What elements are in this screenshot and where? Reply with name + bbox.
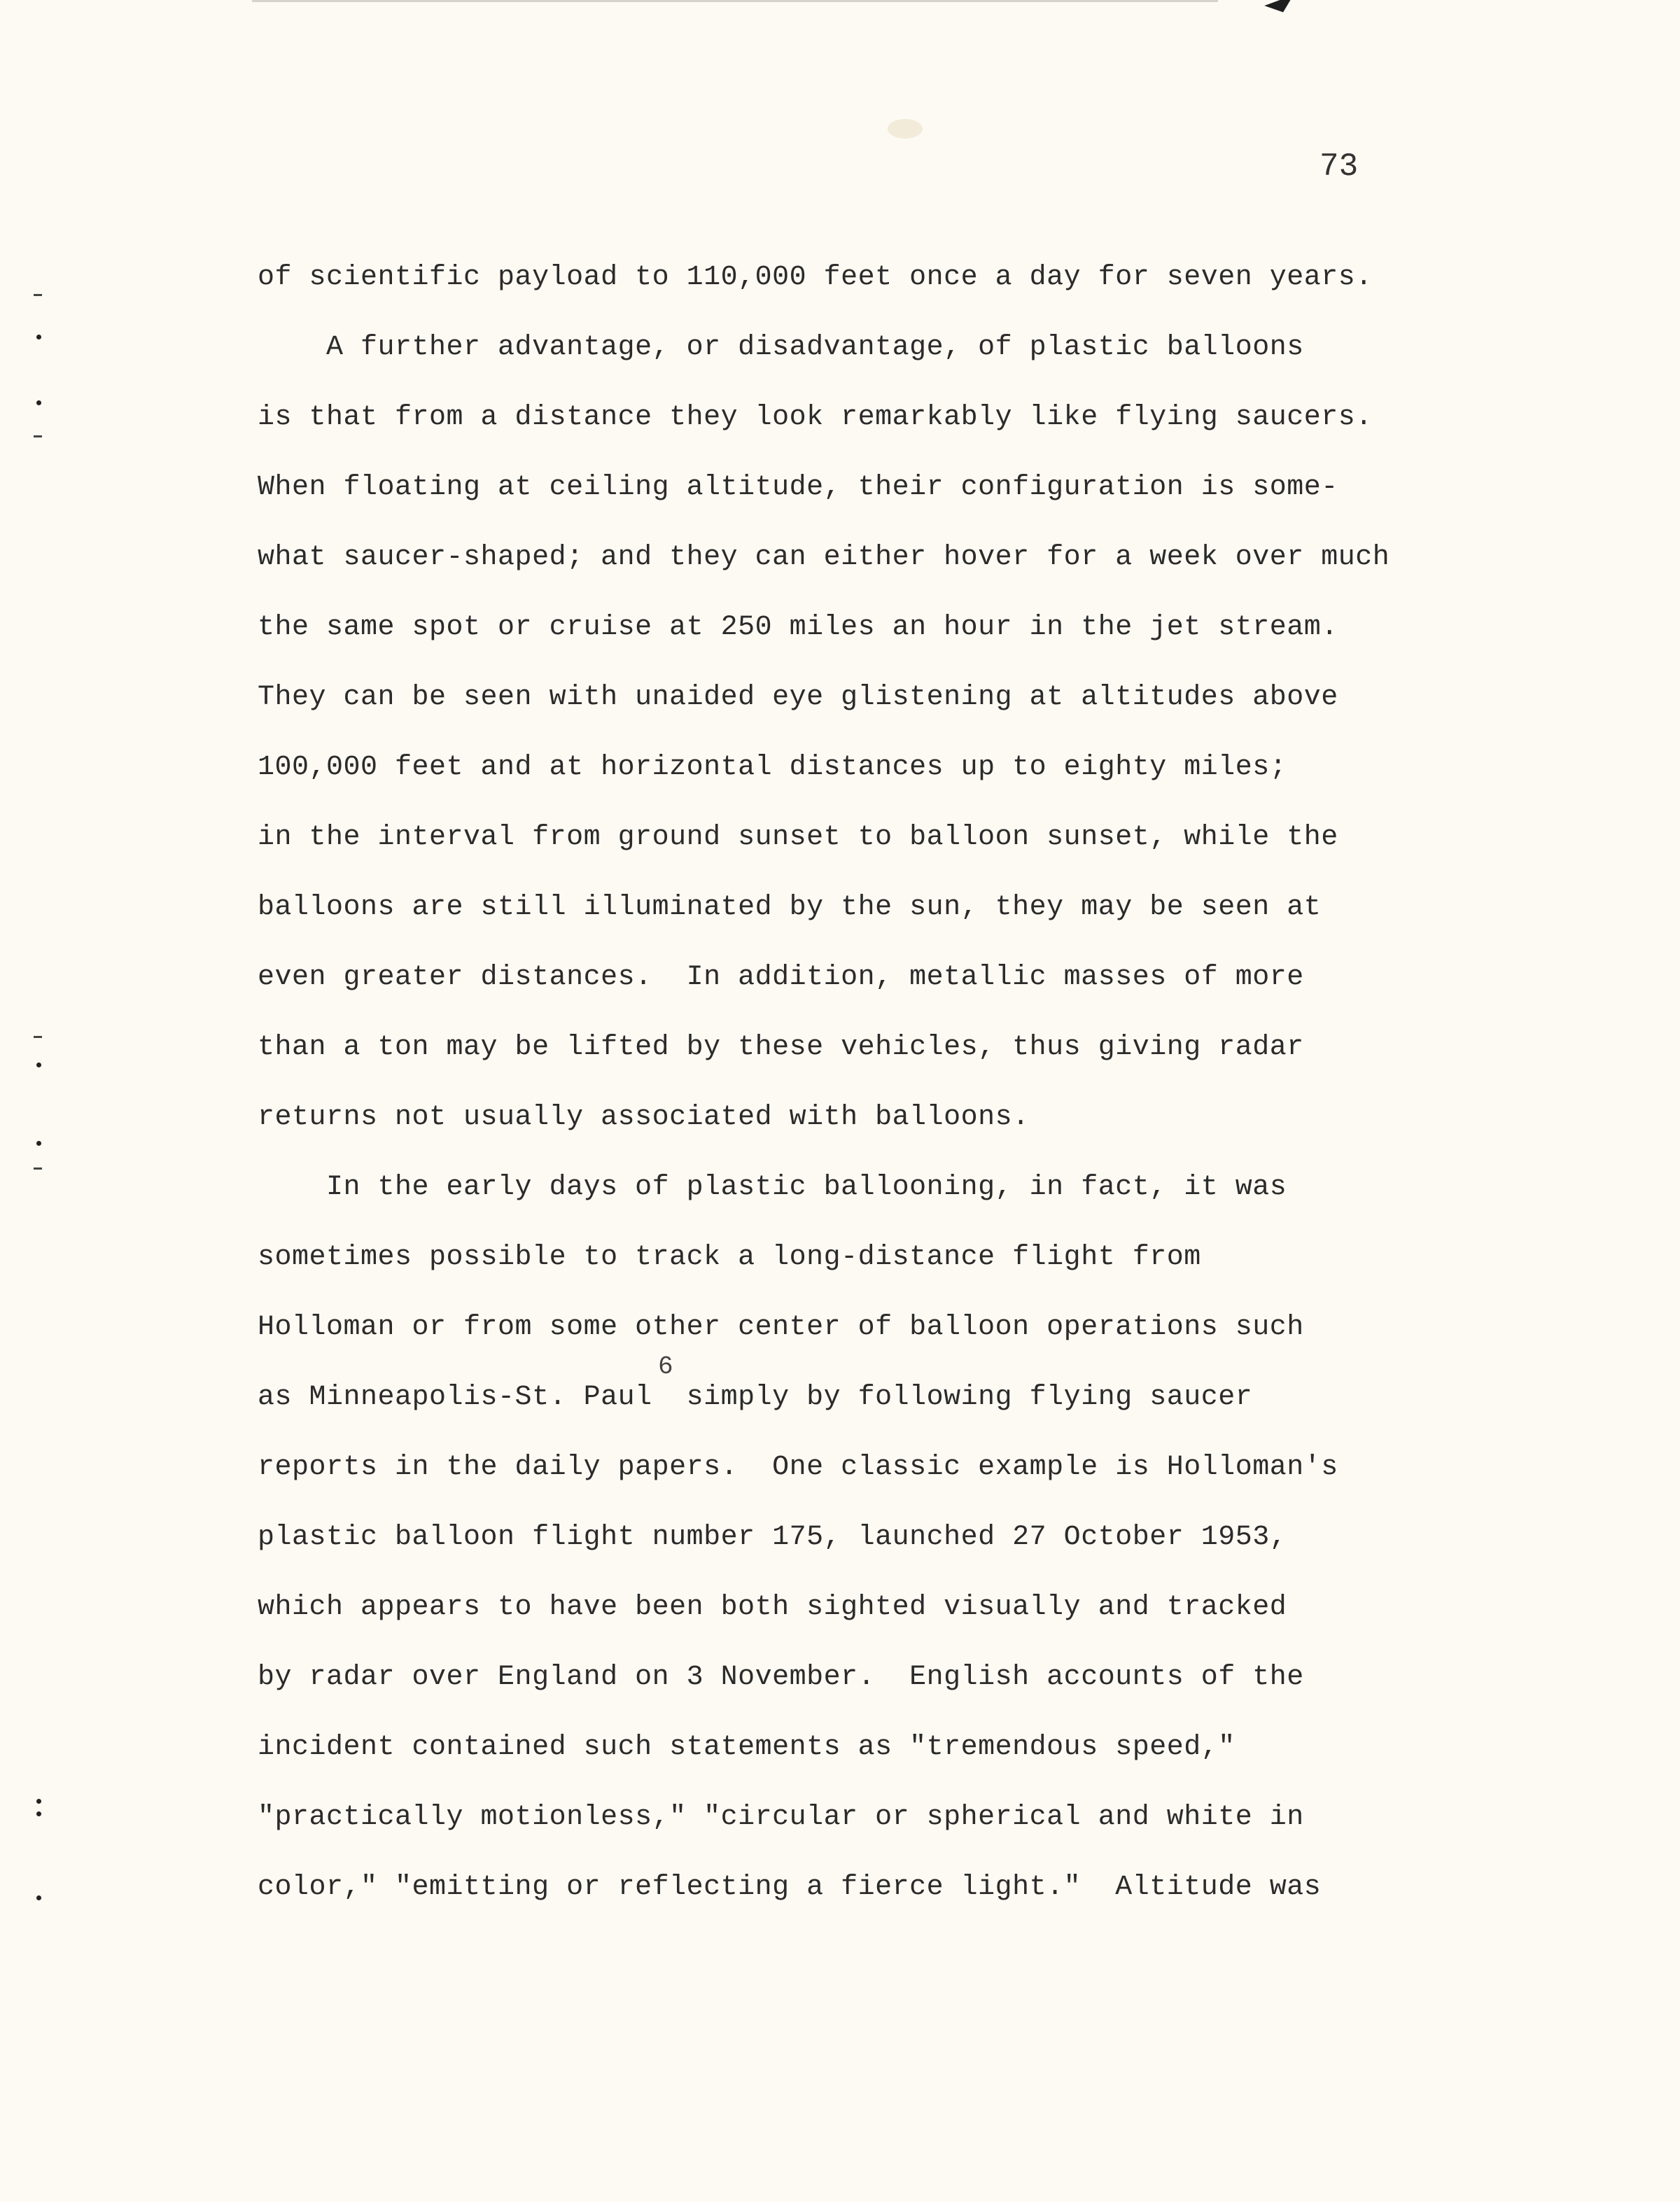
body-line-20: which appears to have been both sighted visually and tracked bbox=[258, 1592, 1287, 1623]
margin-mark bbox=[36, 1141, 41, 1146]
body-line-11: even greater distances. In addition, metallic masses of more bbox=[258, 962, 1304, 993]
margin-mark bbox=[36, 1063, 41, 1067]
margin-mark bbox=[36, 1895, 41, 1900]
margin-mark bbox=[36, 335, 41, 339]
body-line-14: In the early days of plastic ballooning, in fact, it was bbox=[258, 1172, 1287, 1203]
body-line-18: reports in the daily papers. One classic example is Holloman's bbox=[258, 1452, 1338, 1483]
body-line-22: incident contained such statements as "tremendous speed," bbox=[258, 1732, 1236, 1763]
footnote-marker: 6 bbox=[658, 1352, 673, 1381]
margin-mark bbox=[34, 435, 42, 437]
page-number: 73 bbox=[1320, 148, 1359, 185]
body-line-16: Holloman or from some other center of balloon operations such bbox=[258, 1312, 1304, 1343]
body-line-12: than a ton may be lifted by these vehicles, thus giving radar bbox=[258, 1032, 1304, 1063]
body-line-19: plastic balloon flight number 175, launched 27 October 1953, bbox=[258, 1522, 1287, 1553]
body-line-15: sometimes possible to track a long-distance flight from bbox=[258, 1242, 1201, 1273]
margin-mark bbox=[34, 1036, 42, 1038]
body-line-5: what saucer-shaped; and they can either hover for a week over much bbox=[258, 542, 1390, 573]
margin-mark bbox=[34, 1167, 42, 1170]
body-line-8: 100,000 feet and at horizontal distances up to eighty miles; bbox=[258, 752, 1287, 783]
body-line-7: They can be seen with unaided eye glistening at altitudes above bbox=[258, 682, 1338, 713]
body-line-13: returns not usually associated with balloons. bbox=[258, 1102, 1030, 1133]
body-line-21: by radar over England on 3 November. English accounts of the bbox=[258, 1662, 1304, 1693]
paper-stain bbox=[888, 119, 923, 139]
body-line-1: of scientific payload to 110,000 feet once a day for seven years. bbox=[258, 262, 1373, 293]
body-line-24: color," "emitting or reflecting a fierce light." Altitude was bbox=[258, 1872, 1322, 1903]
margin-mark bbox=[36, 400, 41, 405]
body-line-17: as Minneapolis-St. Paul simply by following flying saucer bbox=[258, 1382, 1253, 1413]
margin-mark bbox=[36, 1799, 41, 1804]
body-line-4: When floating at ceiling altitude, their configuration is some- bbox=[258, 472, 1338, 503]
body-line-2: A further advantage, or disadvantage, of plastic balloons bbox=[258, 332, 1304, 363]
body-line-6: the same spot or cruise at 250 miles an hour in the jet stream. bbox=[258, 612, 1338, 643]
body-line-9: in the interval from ground sunset to balloon sunset, while the bbox=[258, 822, 1338, 853]
margin-mark bbox=[34, 294, 42, 296]
body-line-23: "practically motionless," "circular or spherical and white in bbox=[258, 1802, 1304, 1833]
body-line-3: is that from a distance they look remarkably like flying saucers. bbox=[258, 402, 1373, 433]
top-edge-rule bbox=[252, 0, 1218, 2]
body-line-10: balloons are still illuminated by the sun, they may be seen at bbox=[258, 892, 1322, 923]
margin-mark bbox=[36, 1811, 41, 1816]
corner-mark bbox=[1264, 0, 1298, 17]
